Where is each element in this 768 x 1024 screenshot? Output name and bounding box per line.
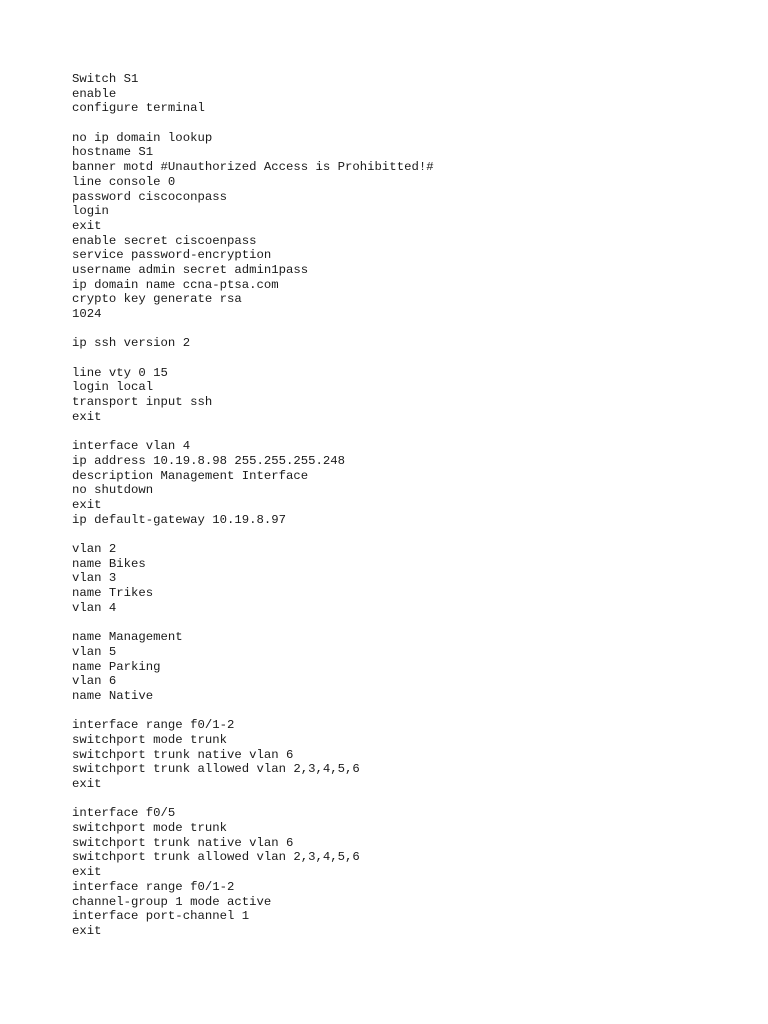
config-line: name Native xyxy=(72,688,154,703)
config-line: exit xyxy=(72,923,102,938)
config-line: hostname S1 xyxy=(72,145,154,160)
config-line: line console 0 xyxy=(72,174,176,189)
config-line: name Bikes xyxy=(72,556,146,571)
config-line: Switch S1 xyxy=(72,72,139,86)
config-line: ip ssh version 2 xyxy=(72,336,191,351)
config-line: interface f0/5 xyxy=(72,806,176,821)
config-line: name Parking xyxy=(72,659,161,674)
config-line: exit xyxy=(72,218,102,233)
config-line: interface port-channel 1 xyxy=(72,909,250,924)
config-line xyxy=(72,322,732,337)
config-line: name Management xyxy=(72,630,183,645)
config-line: switchport trunk allowed vlan 2,3,4,5,6 xyxy=(72,762,360,777)
config-line xyxy=(72,704,732,719)
config-line xyxy=(72,792,732,807)
config-line: switchport trunk native vlan 6 xyxy=(72,835,294,850)
config-line: line vty 0 15 xyxy=(72,365,168,380)
config-line: switchport trunk native vlan 6 xyxy=(72,747,294,762)
config-line: exit xyxy=(72,409,102,424)
config-line: exit xyxy=(72,497,102,512)
config-line: interface range f0/1-2 xyxy=(72,879,235,894)
config-line xyxy=(72,351,732,366)
config-line: vlan 4 xyxy=(72,600,117,615)
config-line: ip default-gateway 10.19.8.97 xyxy=(72,512,287,527)
config-line xyxy=(72,425,732,440)
config-line: switchport mode trunk xyxy=(72,732,227,747)
config-line: transport input ssh xyxy=(72,395,213,410)
config-line: enable xyxy=(72,86,117,101)
config-line xyxy=(72,116,732,131)
config-line xyxy=(72,527,732,542)
config-line: crypto key generate rsa xyxy=(72,292,242,307)
config-line xyxy=(72,615,732,630)
config-line: password ciscoconpass xyxy=(72,189,227,204)
config-line: login local xyxy=(72,380,154,395)
config-line: vlan 3 xyxy=(72,571,117,586)
config-line: switchport trunk allowed vlan 2,3,4,5,6 xyxy=(72,850,360,865)
config-text-block xyxy=(72,72,732,939)
config-line: login xyxy=(72,204,109,219)
config-line: exit xyxy=(72,777,102,791)
config-line: enable secret ciscoenpass xyxy=(72,233,257,248)
config-line: configure terminal xyxy=(72,101,205,116)
config-line: vlan 2 xyxy=(72,542,117,556)
config-line: no shutdown xyxy=(72,483,154,498)
config-line: channel-group 1 mode active xyxy=(72,894,272,909)
config-line: 1024 xyxy=(72,307,102,321)
config-line: service password-encryption xyxy=(72,248,272,263)
config-line: interface vlan 4 xyxy=(72,439,191,454)
config-line: switchport mode trunk xyxy=(72,821,227,836)
config-line: ip domain name ccna-ptsa.com xyxy=(72,277,279,292)
config-line: no ip domain lookup xyxy=(72,130,213,145)
config-line: exit xyxy=(72,865,102,880)
config-line: description Management Interface xyxy=(72,468,309,483)
config-line: vlan 5 xyxy=(72,644,117,659)
config-line: ip address 10.19.8.98 255.255.255.248 xyxy=(72,453,346,468)
config-line: banner motd #Unauthorized Access is Prohibitted!# xyxy=(72,160,434,175)
config-line: vlan 6 xyxy=(72,674,117,689)
config-line: interface range f0/1-2 xyxy=(72,718,235,733)
config-line: username admin secret admin1pass xyxy=(72,262,309,277)
config-line: name Trikes xyxy=(72,586,154,601)
